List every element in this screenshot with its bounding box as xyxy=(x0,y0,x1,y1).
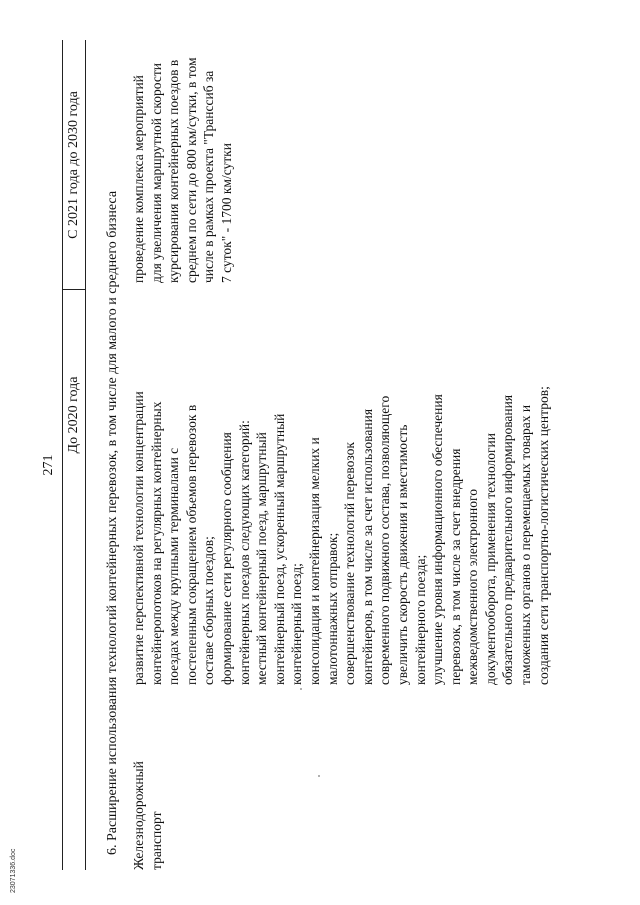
measures-2021-2030-cell: проведение комплекса мероприятий для увеличения маршрутной скорости курсирования контейнерных поездов в среднем по сети до 800 км/сутки, в том числе в рамках проекта "Транссиб за 7 суток" - 1700 км/сутки xyxy=(131,57,234,283)
measures-until-2020-cell: развитие перспективной технологии концентрации контейнеропотоков на регулярных контейнерных поездах между крупными терминалами с постепенным сокращением объемов перевозок в составе сборных поездов; формирование сети регулярного сообщения контейнерных поездов следующих категорий: местный контейнерный поезд, маршрутный контейнерный поезд, ускоренный маршрутный контейнерный поезд; консолидация и контейнеризация мелких и малотоннажных отправок; совершенствование технологий перевозок контейнеров, в том числе за счет использования современного подвижного состава, позволяющего увеличить скорость движения и вместимость контейнерного поезда; улучшение уровня информационного обеспечения перевозок, в том числе за счет внедрения межведомственного электронного документооборота, применения технологии обязательного предварительного информирования таможенных органов о перемещаемых товарах и создания сети транспортно-логистических центров; xyxy=(131,386,551,685)
page-number-text: 271 xyxy=(41,454,56,476)
rotated-landscape-content xyxy=(40,40,620,890)
scan-speck xyxy=(318,775,320,777)
header-2021-2030: С 2021 года до 2030 года xyxy=(66,91,81,239)
header-until-2020: До 2020 года xyxy=(66,376,81,454)
footer-document-code: 23071336.doc xyxy=(10,848,17,893)
page-number xyxy=(40,40,58,890)
table-header-row xyxy=(62,40,86,870)
transport-mode-cell: Железнодорожный транспорт xyxy=(131,761,164,870)
section-title: 6. Расширение использования технологий контейнерных перевозок, в том числе для малого и среднего бизнеса xyxy=(105,190,120,855)
scan-speck xyxy=(300,688,302,690)
